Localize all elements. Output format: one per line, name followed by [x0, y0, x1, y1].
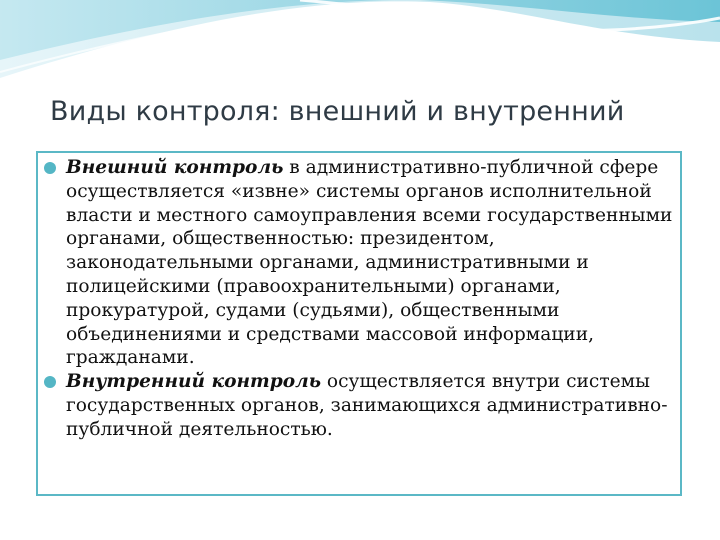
bullet-text: осуществляется внутри системы государственных органов, занимающихся административно-публичной деятельностью.	[66, 371, 668, 440]
bullet-item-external-control	[66, 156, 676, 370]
bullet-list	[66, 156, 676, 442]
bullet-icon	[44, 162, 56, 174]
bullet-term: Внешний контроль	[66, 157, 284, 178]
bullet-icon	[44, 376, 56, 388]
wave-header-decoration	[0, 0, 720, 90]
content-box	[36, 151, 682, 496]
slide-title: Виды контроля: внешний и внутренний	[50, 96, 625, 127]
bullet-text: в административно-публичной сфере осуществляется «извне» системы органов исполнительной власти и местного самоуправления всеми государственными органами, общественностью: президентом, законодательными органами, административными и полицейскими (правоохранительными) органами, прокуратурой, судами (судьями), общественными объединениями и средствами массовой информации, гражданами.	[66, 157, 673, 369]
bullet-term: Внутренний контроль	[66, 371, 322, 393]
bullet-item-internal-control	[66, 370, 676, 441]
